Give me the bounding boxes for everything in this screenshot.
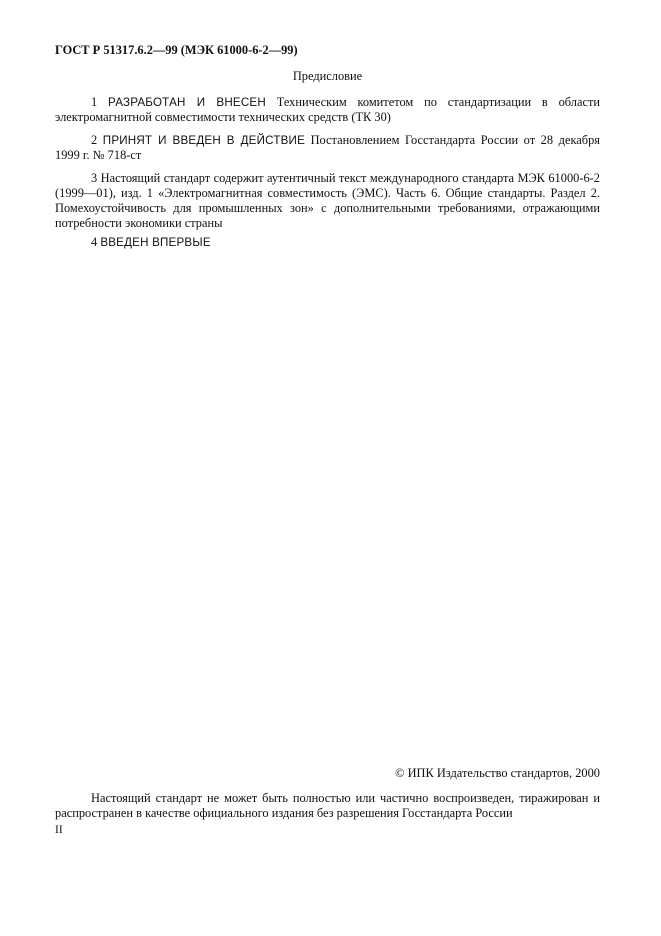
item-lead: РАЗРАБОТАН И ВНЕСЕН <box>108 96 266 109</box>
item-number: 3 <box>91 171 98 185</box>
item-text: Техническим комитетом по стандартизации в области электромагнитной совместимости технических средств (ТК 30) <box>55 95 600 124</box>
item-number: 4 <box>91 235 98 249</box>
item-text: Настоящий стандарт содержит аутентичный текст международного стандарта МЭК 61000-6-2 (1999—01), изд. 1 «Электромагнитная совместимость (ЭМС). Часть 6. Общие стандарты. Раздел 2. Помехоустойчивость для промышленных зон» с дополнительными требованиями, отражающими потребности экономики страны <box>55 171 600 230</box>
item-number: 1 <box>91 95 98 109</box>
item-lead: ВВЕДЕН ВПЕРВЫЕ <box>100 236 211 249</box>
document-header: ГОСТ Р 51317.6.2—99 (МЭК 61000-6-2—99) <box>55 43 298 57</box>
item-text: Постановлением Госстандарта России от 28 декабря 1999 г. № 718-ст <box>55 133 600 162</box>
foreword-item-4 <box>55 235 600 250</box>
item-number: 2 <box>91 133 98 147</box>
reproduction-notice: Настоящий стандарт не может быть полностью или частично воспроизведен, тиражирован и распространен в качестве официального издания без разрешения Госстандарта России <box>55 791 600 820</box>
section-title: Предисловие <box>292 69 363 83</box>
foreword-item-2 <box>55 133 600 163</box>
page-number: II <box>55 824 63 836</box>
foreword-item-3 <box>55 171 600 231</box>
foreword-item-1 <box>55 95 600 125</box>
item-lead: ПРИНЯТ И ВВЕДЕН В ДЕЙСТВИЕ <box>102 134 306 147</box>
copyright-line: © ИПК Издательство стандартов, 2000 <box>395 766 600 780</box>
